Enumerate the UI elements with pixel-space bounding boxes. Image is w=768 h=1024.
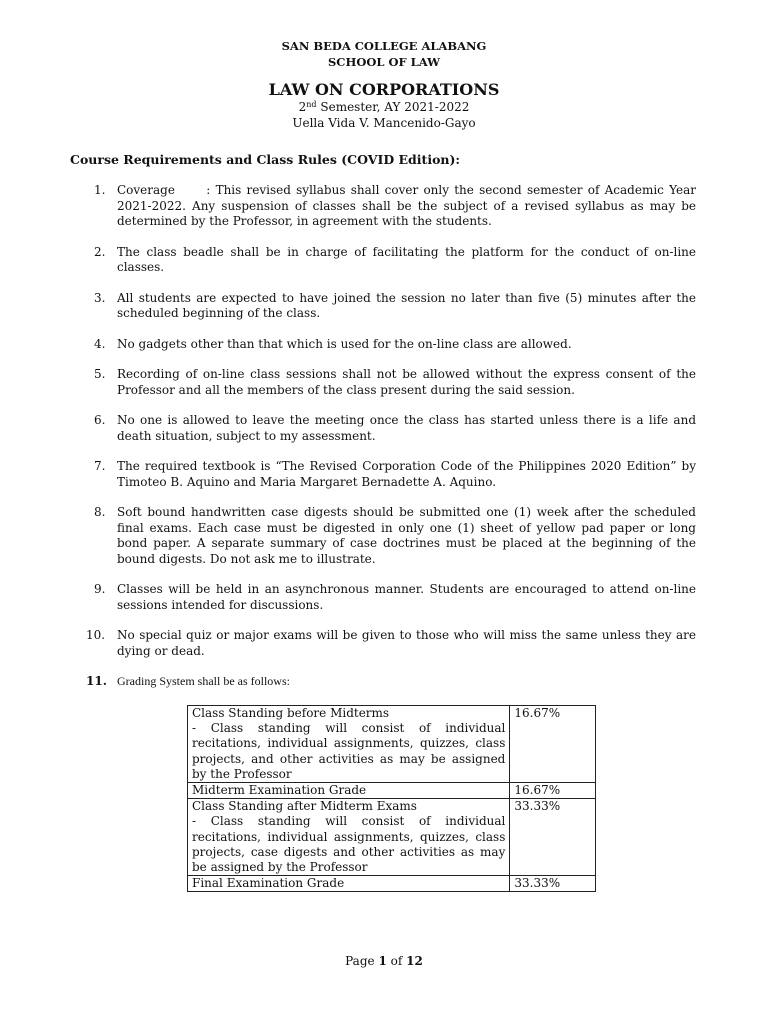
rule-text: Classes will be held in an asynchronous manner. Students are encouraged to attend on-line sessions intended for discussions. bbox=[117, 582, 696, 612]
table-row bbox=[188, 783, 596, 799]
rule-text: No special quiz or major exams will be given to those who will miss the same unless they are dying or dead. bbox=[117, 628, 696, 658]
rule-item bbox=[80, 505, 696, 567]
rule-number: 7. bbox=[94, 459, 106, 473]
semester-superscript: nd bbox=[306, 100, 317, 109]
rules-list bbox=[80, 183, 696, 705]
grade-component bbox=[188, 799, 510, 876]
semester-line bbox=[0, 100, 768, 116]
rule-text: The required textbook is “The Revised Corporation Code of the Philippines 2020 Edition” by Timoteo B. Aquino and Maria Margaret Bernadette A. Aquino. bbox=[117, 459, 696, 489]
rule-item bbox=[80, 413, 696, 444]
section-heading: Course Requirements and Class Rules (COVID Edition): bbox=[70, 152, 461, 167]
professor-name: Uella Vida V. Mancenido-Gayo bbox=[292, 115, 476, 130]
grade-component bbox=[188, 706, 510, 783]
page-footer bbox=[0, 954, 768, 970]
rule-item bbox=[80, 459, 696, 490]
rule-text: No one is allowed to leave the meeting once the class has started unless there is a life and death situation, subject to my assessment. bbox=[117, 413, 696, 443]
rule-item bbox=[80, 337, 696, 353]
rule-item bbox=[80, 582, 696, 613]
rule-number: 1. bbox=[94, 183, 106, 197]
rule-number: 9. bbox=[94, 582, 106, 596]
rule-number: 3. bbox=[94, 290, 106, 305]
table-row bbox=[188, 876, 596, 892]
component-title: Midterm Examination Grade bbox=[192, 783, 367, 798]
grade-weight: 16.67% bbox=[510, 783, 596, 799]
rule-item bbox=[80, 183, 696, 230]
semester-number: 2 bbox=[298, 100, 307, 114]
table-row bbox=[188, 706, 596, 783]
rule-text: All students are expected to have joined the session no later than five (5) minutes after the scheduled beginning of the class. bbox=[117, 290, 696, 320]
rule-text: No gadgets other than that which is used for the on-line class are allowed. bbox=[117, 336, 572, 351]
rule-item bbox=[80, 245, 696, 276]
component-title: Class Standing before Midterms bbox=[192, 706, 390, 720]
rule-text: Recording of on-line class sessions shall not be allowed without the express consent of the Professor and all the members of the class present during the said session. bbox=[117, 367, 696, 397]
grade-component bbox=[188, 783, 510, 799]
current-page: 1 bbox=[378, 954, 387, 968]
school-name: SAN BEDA COLLEGE ALABANG bbox=[281, 39, 487, 53]
component-title: Final Examination Grade bbox=[192, 876, 345, 891]
rule-number: 5. bbox=[94, 367, 106, 381]
rule-text: The class beadle shall be in charge of facilitating the platform for the conduct of on-line classes. bbox=[117, 244, 696, 274]
grade-weight: 33.33% bbox=[510, 876, 596, 892]
rule-number: 6. bbox=[94, 413, 106, 427]
rule-item bbox=[80, 291, 696, 322]
rule-text: Coverage : This revised syllabus shall cover only the second semester of Academic Year 2021-2022. Any suspension of classes shall be the subject of a revised syllabus as may be determined by the Professor, in agreement with the students. bbox=[117, 183, 696, 228]
component-title: Class Standing after Midterm Exams bbox=[192, 799, 417, 814]
rule-text: Grading System shall be as follows: bbox=[117, 674, 290, 688]
page-label: Page bbox=[345, 954, 375, 968]
grading-table bbox=[187, 705, 596, 892]
rule-number: 8. bbox=[94, 505, 106, 519]
component-description: - Class standing will consist of individual recitations, individual assignments, quizzes, class projects, and other activities as may be assigned by the Professor bbox=[192, 721, 506, 781]
course-title: LAW ON CORPORATIONS bbox=[268, 80, 500, 99]
rule-number: 4. bbox=[94, 336, 106, 351]
document-header bbox=[0, 38, 768, 131]
rule-item bbox=[80, 367, 696, 398]
semester-text: Semester, AY 2021-2022 bbox=[316, 100, 470, 114]
component-description: - Class standing will consist of individual recitations, individual assignments, quizzes, class projects, case digests and other activities as may be assigned by the Professor bbox=[192, 814, 506, 875]
grade-weight: 33.33% bbox=[510, 799, 596, 876]
rule-number: 11. bbox=[86, 674, 107, 688]
rule-item bbox=[80, 674, 696, 690]
rule-item bbox=[80, 628, 696, 659]
rule-number: 10. bbox=[86, 628, 106, 642]
grade-component bbox=[188, 876, 510, 892]
department-name: SCHOOL OF LAW bbox=[328, 55, 440, 69]
rule-text: Soft bound handwritten case digests should be submitted one (1) week after the scheduled final exams. Each case must be digested in only one (1) sheet of yellow pad paper or long bond paper. A separate summary of case doctrines must be placed at the beginning of the bound digests. Do not ask me to illustrate. bbox=[117, 505, 696, 566]
of-label: of bbox=[390, 954, 403, 968]
table-row bbox=[188, 799, 596, 876]
rule-number: 2. bbox=[94, 244, 106, 259]
grade-weight: 16.67% bbox=[510, 706, 596, 783]
total-pages: 12 bbox=[406, 954, 423, 968]
